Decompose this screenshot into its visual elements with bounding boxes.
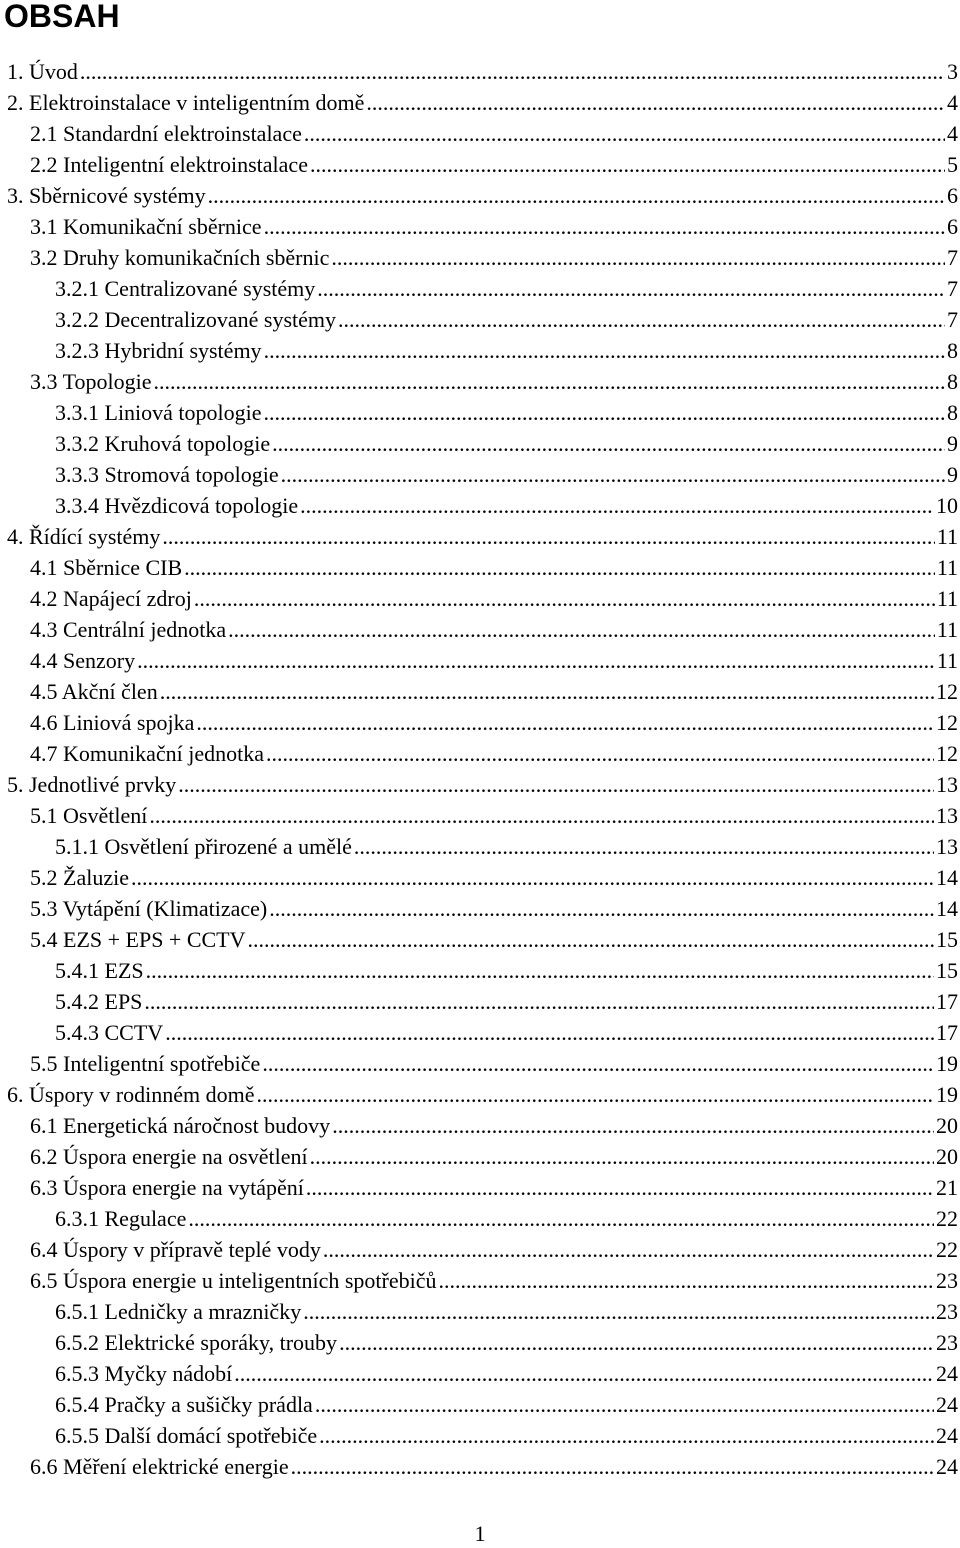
toc-entry[interactable] bbox=[0, 335, 960, 366]
toc-dot-leader bbox=[281, 459, 945, 490]
toc-entry[interactable] bbox=[0, 1420, 960, 1451]
toc-entry[interactable] bbox=[0, 304, 960, 335]
toc-entry[interactable] bbox=[0, 676, 960, 707]
toc-entry-page: 17 bbox=[936, 1020, 958, 1045]
toc-entry[interactable] bbox=[0, 1203, 960, 1234]
toc-entry[interactable] bbox=[0, 521, 960, 552]
toc-entry[interactable] bbox=[0, 242, 960, 273]
toc-entry-label: 6.5.1 Ledničky a mrazničky bbox=[55, 1299, 302, 1324]
toc-entry[interactable] bbox=[0, 955, 960, 986]
toc-entry-page: 11 bbox=[936, 648, 958, 673]
toc-entry[interactable] bbox=[0, 924, 960, 955]
toc-entry-label: 4.7 Komunikační jednotka bbox=[30, 741, 265, 766]
toc-entry-label: 6.5 Úspora energie u inteligentních spotřebičů bbox=[30, 1268, 437, 1293]
toc-entry[interactable] bbox=[0, 149, 960, 180]
toc-dot-leader bbox=[354, 831, 934, 862]
toc-entry-label: 3.2.3 Hybridní systémy bbox=[55, 338, 262, 363]
toc-entry-label: 5.4.1 EZS bbox=[55, 958, 144, 983]
toc-entry-label: 4. Řídící systémy bbox=[7, 524, 161, 549]
toc-dot-leader bbox=[196, 707, 934, 738]
toc-entry[interactable] bbox=[0, 738, 960, 769]
toc-entry-label: 5.4.2 EPS bbox=[55, 989, 143, 1014]
toc-entry[interactable] bbox=[0, 1172, 960, 1203]
toc-entry-page: 20 bbox=[936, 1144, 958, 1169]
toc-entry-label: 5.4 EZS + EPS + CCTV bbox=[30, 927, 246, 952]
toc-dot-leader bbox=[338, 304, 945, 335]
toc-entry-page: 13 bbox=[936, 803, 958, 828]
toc-entry-page: 17 bbox=[936, 989, 958, 1014]
toc-entry-label: 2. Elektroinstalace v inteligentním domě bbox=[7, 90, 365, 115]
toc-entry[interactable] bbox=[0, 1389, 960, 1420]
toc-dot-leader bbox=[317, 273, 945, 304]
toc-entry[interactable] bbox=[0, 707, 960, 738]
toc-entry[interactable] bbox=[0, 614, 960, 645]
toc-dot-leader bbox=[80, 56, 945, 87]
toc-dot-leader bbox=[310, 1141, 934, 1172]
toc-entry[interactable] bbox=[0, 1234, 960, 1265]
toc-dot-leader bbox=[323, 1234, 934, 1265]
toc-entry-label: 4.1 Sběrnice CIB bbox=[30, 555, 183, 580]
toc-dot-leader bbox=[264, 335, 945, 366]
toc-entry[interactable] bbox=[0, 1110, 960, 1141]
toc-dot-leader bbox=[303, 1296, 934, 1327]
toc-entry-label: 6. Úspory v rodinném domě bbox=[7, 1082, 255, 1107]
toc-entry[interactable] bbox=[0, 800, 960, 831]
toc-entry[interactable] bbox=[0, 645, 960, 676]
toc-entry[interactable] bbox=[0, 552, 960, 583]
toc-entry[interactable] bbox=[0, 428, 960, 459]
toc-entry-page: 12 bbox=[936, 741, 958, 766]
toc-entry-label: 5.3 Vytápění (Klimatizace) bbox=[30, 896, 268, 921]
toc-entry[interactable] bbox=[0, 56, 960, 87]
toc-dot-leader bbox=[194, 583, 935, 614]
toc-dot-leader bbox=[165, 1017, 934, 1048]
toc-entry-label: 4.6 Liniová spojka bbox=[30, 710, 195, 735]
toc-entry-page: 12 bbox=[936, 679, 958, 704]
toc-entry[interactable] bbox=[0, 1141, 960, 1172]
toc-entry[interactable] bbox=[0, 583, 960, 614]
toc-entry-page: 21 bbox=[936, 1175, 958, 1200]
toc-entry-label: 6.5.3 Myčky nádobí bbox=[55, 1361, 233, 1386]
toc-dot-leader bbox=[160, 676, 934, 707]
toc-entry-page: 6 bbox=[947, 183, 958, 208]
toc-entry[interactable] bbox=[0, 397, 960, 428]
toc-dot-leader bbox=[208, 180, 945, 211]
toc-dot-leader bbox=[178, 769, 934, 800]
toc-entry-page: 8 bbox=[947, 338, 958, 363]
toc-dot-leader bbox=[144, 986, 934, 1017]
toc-entry-page: 11 bbox=[936, 617, 958, 642]
toc-entry[interactable] bbox=[0, 1296, 960, 1327]
toc-dot-leader bbox=[228, 614, 935, 645]
toc-entry[interactable] bbox=[0, 1048, 960, 1079]
toc-entry-label: 6.1 Energetická náročnost budovy bbox=[30, 1113, 331, 1138]
toc-entry[interactable] bbox=[0, 893, 960, 924]
toc-entry[interactable] bbox=[0, 87, 960, 118]
toc-entry[interactable] bbox=[0, 1358, 960, 1389]
toc-entry[interactable] bbox=[0, 211, 960, 242]
toc-entry-page: 24 bbox=[936, 1361, 958, 1386]
toc-dot-leader bbox=[234, 1358, 934, 1389]
toc-entry-page: 15 bbox=[936, 927, 958, 952]
toc-dot-leader bbox=[269, 893, 934, 924]
toc-dot-leader bbox=[131, 862, 934, 893]
toc-entry-page: 24 bbox=[936, 1423, 958, 1448]
toc-entry-page: 10 bbox=[936, 493, 958, 518]
toc-entry-label: 2.2 Inteligentní elektroinstalace bbox=[30, 152, 308, 177]
toc-entry-page: 11 bbox=[936, 586, 958, 611]
toc-entry[interactable] bbox=[0, 1079, 960, 1110]
toc-entry-page: 22 bbox=[936, 1206, 958, 1231]
toc-entry-page: 19 bbox=[936, 1082, 958, 1107]
toc-entry[interactable] bbox=[0, 986, 960, 1017]
toc-dot-leader bbox=[272, 428, 945, 459]
toc-entry-page: 14 bbox=[936, 896, 958, 921]
toc-entry-page: 9 bbox=[947, 431, 958, 456]
toc-entry-label: 5.4.3 CCTV bbox=[55, 1020, 164, 1045]
toc-dot-leader bbox=[331, 242, 945, 273]
toc-entry[interactable] bbox=[0, 180, 960, 211]
toc-entry[interactable] bbox=[0, 366, 960, 397]
toc-dot-leader bbox=[154, 366, 946, 397]
toc-entry-page: 4 bbox=[947, 90, 958, 115]
toc-entry-label: 6.3.1 Regulace bbox=[55, 1206, 187, 1231]
toc-entry-label: 4.3 Centrální jednotka bbox=[30, 617, 227, 642]
toc-entry[interactable] bbox=[0, 273, 960, 304]
toc-dot-leader bbox=[339, 1327, 934, 1358]
toc-dot-leader bbox=[438, 1265, 934, 1296]
toc-dot-leader bbox=[315, 1389, 934, 1420]
toc-entry-label: 6.6 Měření elektrické energie bbox=[30, 1454, 289, 1479]
toc-dot-leader bbox=[248, 924, 934, 955]
toc-entry-page: 8 bbox=[947, 369, 958, 394]
toc-dot-leader bbox=[300, 490, 934, 521]
toc-entry-label: 3. Sběrnicové systémy bbox=[7, 183, 206, 208]
toc-entry-label: 6.2 Úspora energie na osvětlení bbox=[30, 1144, 308, 1169]
toc-entry[interactable] bbox=[0, 490, 960, 521]
toc-entry-page: 4 bbox=[947, 121, 958, 146]
toc-entry[interactable] bbox=[0, 862, 960, 893]
toc-dot-leader bbox=[162, 521, 934, 552]
toc-dot-leader bbox=[319, 1420, 934, 1451]
toc-entry-page: 6 bbox=[947, 214, 958, 239]
toc-entry-label: 6.5.2 Elektrické sporáky, trouby bbox=[55, 1330, 338, 1355]
toc-entry[interactable] bbox=[0, 1327, 960, 1358]
page-title: OBSAH bbox=[4, 0, 120, 34]
toc-entry[interactable] bbox=[0, 769, 960, 800]
toc-entry-label: 4.2 Napájecí zdroj bbox=[30, 586, 192, 611]
toc-entry-label: 3.1 Komunikační sběrnice bbox=[30, 214, 262, 239]
toc-entry-page: 5 bbox=[947, 152, 958, 177]
toc-entry-label: 5. Jednotlivé prvky bbox=[7, 772, 177, 797]
toc-dot-leader bbox=[310, 149, 945, 180]
toc-entry[interactable] bbox=[0, 831, 960, 862]
toc-entry-label: 3.2 Druhy komunikačních sběrnic bbox=[30, 245, 330, 270]
toc-entry-label: 3.3.3 Stromová topologie bbox=[55, 462, 279, 487]
toc-entry-page: 13 bbox=[936, 772, 958, 797]
toc-entry-page: 7 bbox=[947, 307, 958, 332]
toc-entry-page: 20 bbox=[936, 1113, 958, 1138]
toc-entry-page: 7 bbox=[947, 276, 958, 301]
toc-entry-page: 13 bbox=[936, 834, 958, 859]
toc-entry-label: 3.3.4 Hvězdicová topologie bbox=[55, 493, 299, 518]
toc-entry-page: 22 bbox=[936, 1237, 958, 1262]
toc-entry-page: 15 bbox=[936, 958, 958, 983]
toc-entry-label: 3.3 Topologie bbox=[30, 369, 152, 394]
toc-entry-page: 3 bbox=[947, 59, 958, 84]
toc-entry-label: 5.1 Osvětlení bbox=[30, 803, 148, 828]
toc-entry-label: 6.5.5 Další domácí spotřebiče bbox=[55, 1423, 318, 1448]
toc-entry-page: 19 bbox=[936, 1051, 958, 1076]
toc-entry-label: 4.4 Senzory bbox=[30, 648, 136, 673]
toc-entry-label: 2.1 Standardní elektroinstalace bbox=[30, 121, 302, 146]
toc-dot-leader bbox=[149, 800, 934, 831]
toc-entry-label: 6.4 Úspory v přípravě teplé vody bbox=[30, 1237, 321, 1262]
toc-entry-page: 23 bbox=[936, 1330, 958, 1355]
toc-entry-page: 24 bbox=[936, 1392, 958, 1417]
toc-entry-label: 5.1.1 Osvětlení přirozené a umělé bbox=[55, 834, 352, 859]
toc-entry-label: 1. Úvod bbox=[7, 59, 78, 84]
toc-entry-page: 12 bbox=[936, 710, 958, 735]
toc-entry-page: 8 bbox=[947, 400, 958, 425]
toc-dot-leader bbox=[306, 1172, 934, 1203]
toc-dot-leader bbox=[188, 1203, 934, 1234]
toc-entry-page: 11 bbox=[936, 555, 958, 580]
toc-entry-label: 3.3.2 Kruhová topologie bbox=[55, 431, 271, 456]
toc-dot-leader bbox=[256, 1079, 934, 1110]
toc-entry-page: 11 bbox=[936, 524, 958, 549]
toc-entry-page: 7 bbox=[947, 245, 958, 270]
toc-dot-leader bbox=[332, 1110, 934, 1141]
toc-entry-label: 3.2.2 Decentralizované systémy bbox=[55, 307, 337, 332]
toc-entry-page: 24 bbox=[936, 1454, 958, 1479]
toc-entry-label: 5.2 Žaluzie bbox=[30, 865, 129, 890]
toc-entry-label: 6.3 Úspora energie na vytápění bbox=[30, 1175, 304, 1200]
toc-entry-page: 9 bbox=[947, 462, 958, 487]
toc-entry[interactable] bbox=[0, 1451, 960, 1482]
toc-entry-page: 23 bbox=[936, 1299, 958, 1324]
toc-entry[interactable] bbox=[0, 118, 960, 149]
toc-dot-leader bbox=[304, 118, 945, 149]
toc-entry-label: 4.5 Akční člen bbox=[30, 679, 158, 704]
page-number: 1 bbox=[474, 1521, 486, 1546]
toc-entry-label: 3.2.1 Centralizované systémy bbox=[55, 276, 316, 301]
toc-entry-label: 3.3.1 Liniová topologie bbox=[55, 400, 262, 425]
toc-dot-leader bbox=[366, 87, 945, 118]
toc-entry[interactable] bbox=[0, 1017, 960, 1048]
toc-dot-leader bbox=[184, 552, 935, 583]
toc-entry-page: 23 bbox=[936, 1268, 958, 1293]
table-of-contents bbox=[0, 56, 960, 1482]
toc-dot-leader bbox=[291, 1451, 934, 1482]
toc-entry[interactable] bbox=[0, 459, 960, 490]
toc-dot-leader bbox=[146, 955, 934, 986]
toc-dot-leader bbox=[137, 645, 935, 676]
toc-dot-leader bbox=[264, 397, 945, 428]
toc-entry[interactable] bbox=[0, 1265, 960, 1296]
toc-dot-leader bbox=[262, 1048, 934, 1079]
toc-dot-leader bbox=[264, 211, 945, 242]
toc-dot-leader bbox=[266, 738, 934, 769]
toc-entry-label: 6.5.4 Pračky a sušičky prádla bbox=[55, 1392, 313, 1417]
toc-entry-label: 5.5 Inteligentní spotřebiče bbox=[30, 1051, 261, 1076]
toc-entry-page: 14 bbox=[936, 865, 958, 890]
